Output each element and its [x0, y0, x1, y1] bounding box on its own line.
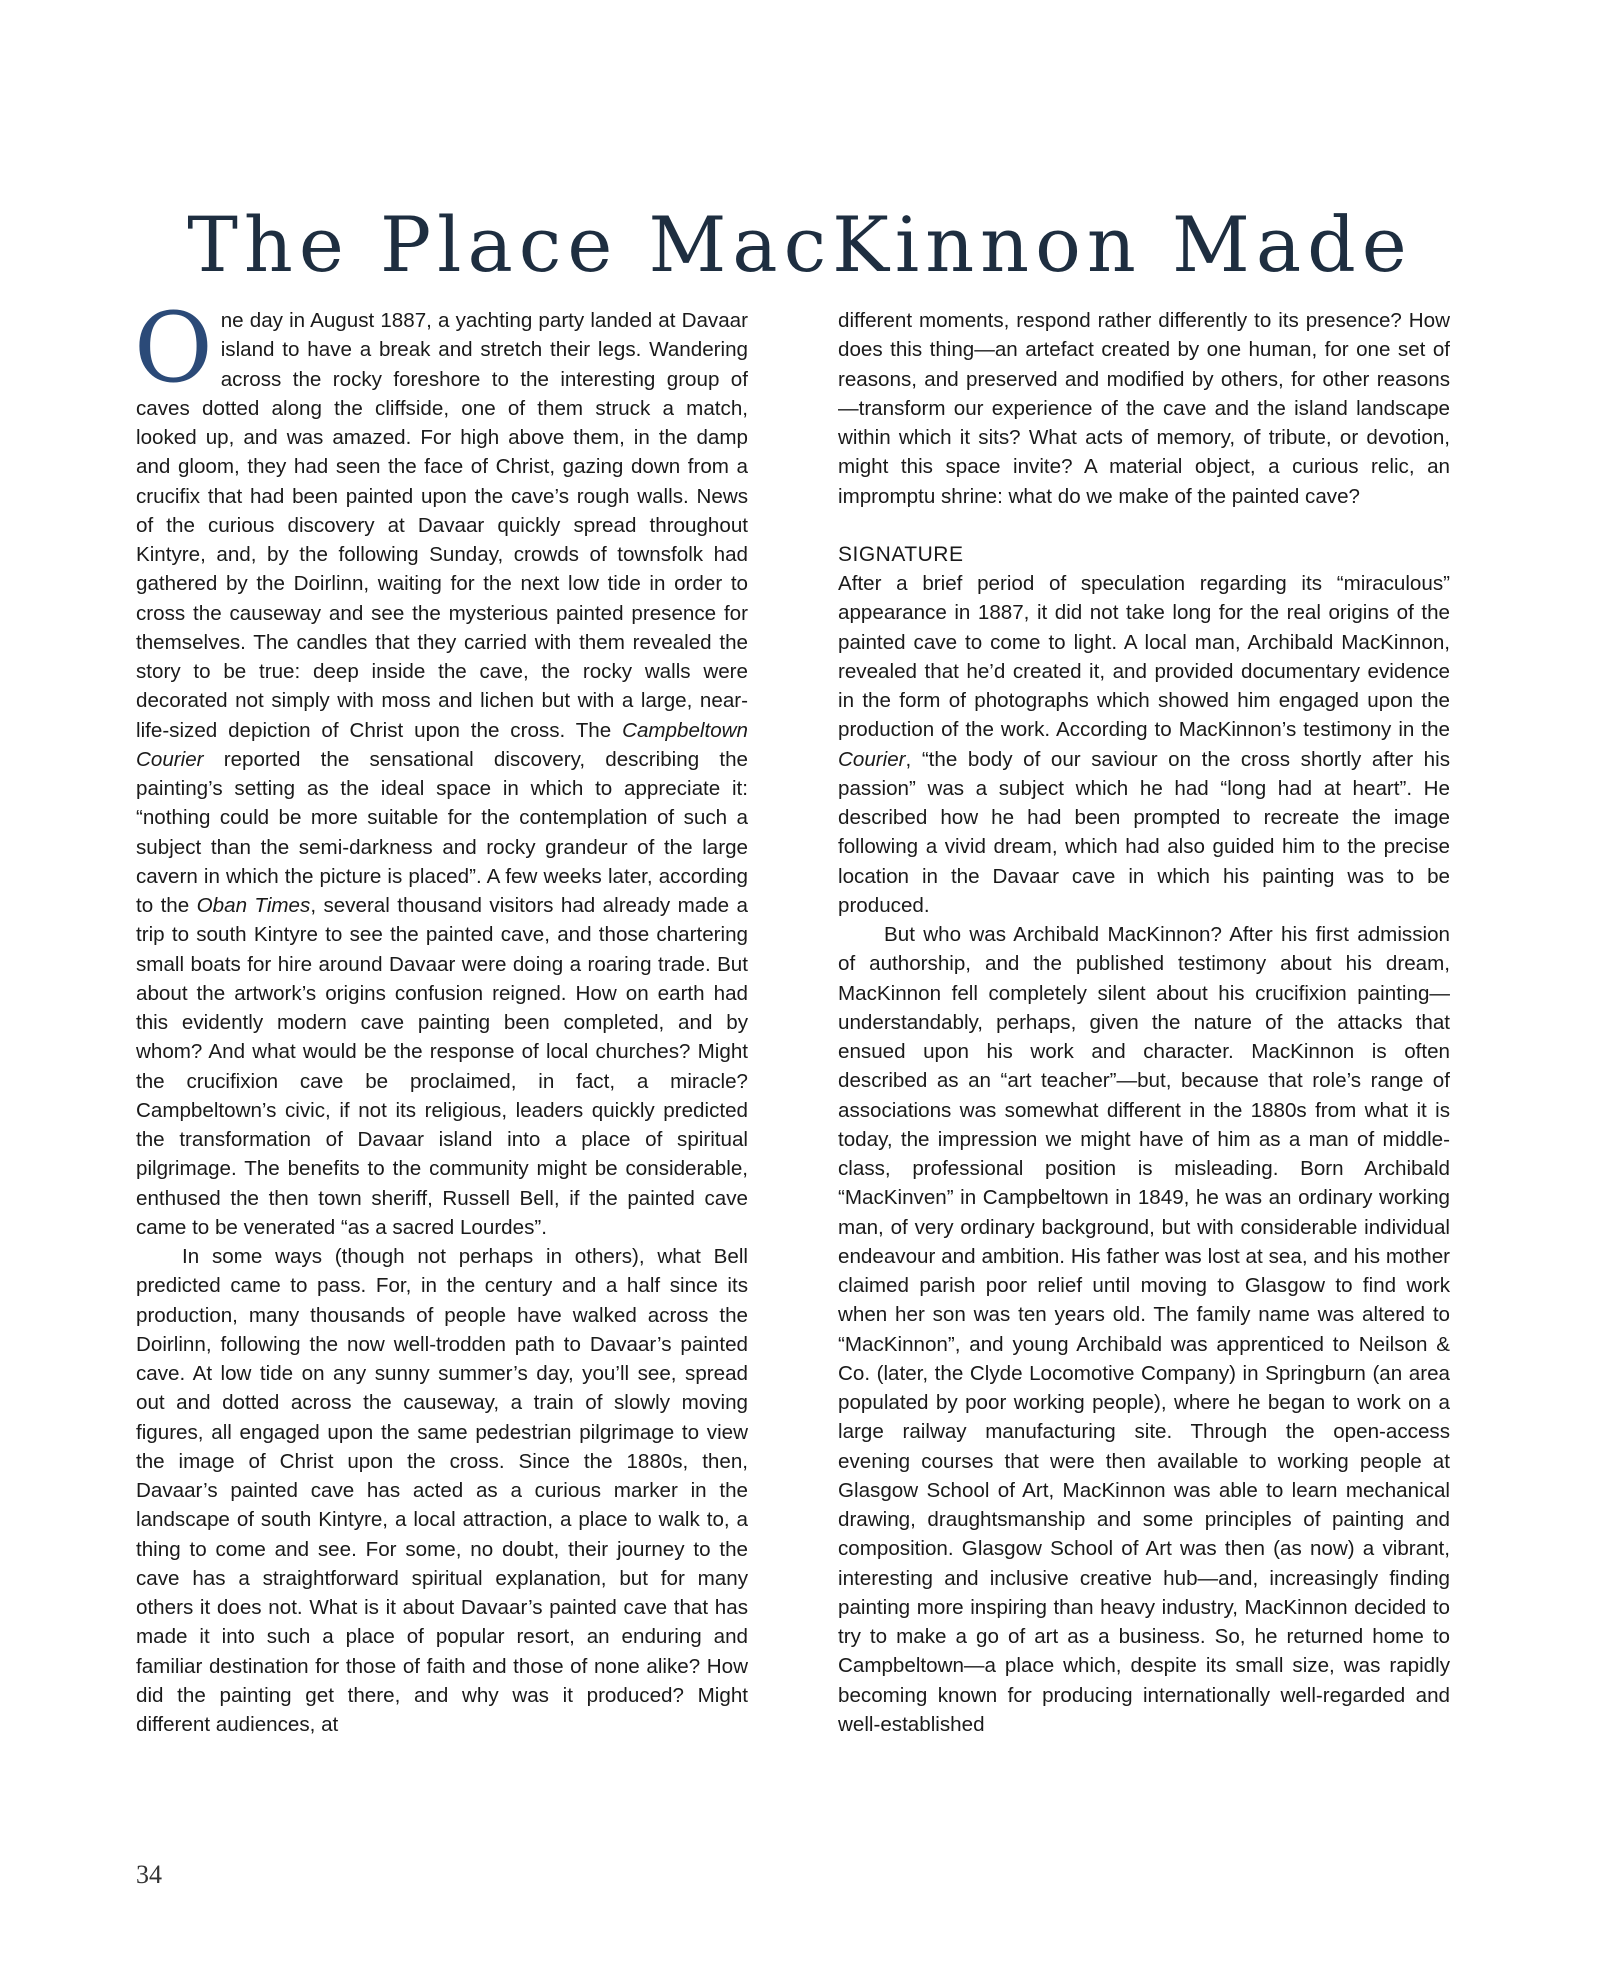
paragraph-text: , “the body of our saviour on the cross shortly after his passion” was a subject which he had “long had at heart”. He described how he had been prompted to recreate the image following a vivid dream, which had also guided him to the precise location in the Davaar cave in which his painting was to be produced.: [838, 747, 1450, 917]
publication-title: Campbeltown Courier: [136, 718, 748, 771]
publication-title: Courier: [838, 747, 906, 771]
left-column: [134, 292, 748, 1739]
section-heading: SIGNATURE: [838, 542, 964, 566]
paragraph-text: ne day in August 1887, a yachting party landed at Davaar island to have a break and stretch their legs. Wandering across the rocky foreshore to the interesting group of caves dotted along the cliffside, one of them struck a match, looked up, and was amazed. For high above them, in the damp and gloom, they had seen the face of Christ, gazing down from a crucifix that had been painted upon the cave’s rough walls. News of the curious discovery at Davaar quickly spread throughout Kintyre, and, by the following Sunday, crowds of townsfolk had gathered by the Doirlinn, waiting for the next low tide in order to cross the causeway and see the mysterious painted presence for themselves. The candles that they carried with them revealed the story to be true: deep inside the cave, the rocky walls were decorated not simply with moss and lichen but with a large, near-life-sized depiction of Christ upon the cross. The: [136, 309, 748, 742]
paragraph: But who was Archibald MacKinnon? After his first admission of authorship, and the published testimony about his dream, MacKinnon fell completely silent about his crucifixion painting—understandably, perhaps, given the nature of the attacks that ensued upon his work and character. MacKinnon is often described as an “art teacher”—but, because that role’s range of associations was somewhat different in the 1880s from what it is today, the impression we might have of him as a man of middle-class, professional position is misleading. Born Archibald “MacKinven” in Campbeltown in 1849, he was an ordinary working man, of very ordinary background, but with considerable individual endeavour and ambition. His father was lost at sea, and his mother claimed parish poor relief until moving to Glasgow to find work when her son was ten years old. The family name was altered to “MacKinnon”, and young Archibald was apprenticed to Neilson & Co. (later, the Clyde Locomotive Company) in Springburn (an area populated by poor working people), where he began to work on a large railway manufacturing site. Through the open-access evening courses that were then available to working people at Glasgow School of Art, MacKinnon was able to learn mechanical drawing, draughtsmanship and some principles of painting and composition. Glasgow School of Art was then (as now) a vibrant, interesting and inclusive creative hub—and, increasingly finding painting more inspiring than heavy industry, MacKinnon decided to try to make a go of art as a business. So, he returned home to Campbeltown—a place which, despite its small size, was rapidly becoming known for producing internationally well-regarded and well-established: [838, 923, 1450, 1736]
right-column: [838, 306, 1450, 1739]
paragraph-text: , several thousand visitors had already made a trip to south Kintyre to see the painted cave, and those chartering small boats for hire around Davaar were doing a roaring trade. But about the artwork’s origins confusion reigned. How on earth had this evidently modern cave painting been completed, and by whom? And what would be the response of local churches? Might the crucifixion cave be proclaimed, in fact, a miracle? Campbeltown’s civic, if not its religious, leaders quickly predicted the transformation of Davaar island into a place of spiritual pilgrimage. The benefits to the community might be considerable, enthused the then town sheriff, Russell Bell, if the painted cave came to be venerated “as a sacred Lourdes”.: [136, 894, 748, 1239]
paragraph-opening: [134, 292, 748, 1242]
paragraph: [838, 569, 1450, 920]
page-number: 34: [136, 1860, 162, 1889]
drop-cap: O: [134, 292, 213, 404]
paragraph: In some ways (though not perhaps in others), what Bell predicted came to pass. For, in the century and a half since its production, many thousands of people have walked across the Doirlinn, following the now well-trodden path to Davaar’s painted cave. At low tide on any sunny summer’s day, you’ll see, spread out and dotted across the causeway, a train of slowly moving figures, all engaged upon the same pedestrian pilgrimage to view the image of Christ upon the cross. Since the 1880s, then, Davaar’s painted cave has acted as a curious marker in the landscape of south Kintyre, a local attraction, a place to walk to, a thing to come and see. For some, no doubt, their journey to the cave has a straightforward spiritual explanation, but for many others it does not. What is it about Davaar’s painted cave that has made it into such a place of popular resort, an enduring and familiar destination for those of faith and those of none alike? How did the painting get there, and why was it produced? Might different audiences, at: [136, 1245, 748, 1736]
paragraph-text: reported the sensational discovery, describing the painting’s setting as the ideal space in which to appreciate it: “nothing could be more suitable for the contemplation of such a subject than the semi-darkness and rocky grandeur of the large cavern in which the picture is placed”. A few weeks later, according to the: [136, 747, 748, 917]
paragraph-continued: different moments, respond rather differently to its presence? How does this thing—an artefact created by one human, for one set of reasons, and preserved and modified by others, for other reasons—transform our experience of the cave and the island landscape within which it sits? What acts of memory, of tribute, or devotion, might this space invite? A material object, a curious relic, an impromptu shrine: what do we make of the painted cave?: [838, 309, 1450, 508]
paragraph-text: After a brief period of speculation regarding its “miraculous” appearance in 1887, it did not take long for the real origins of the painted cave to come to light. A local man, Archibald MacKinnon, revealed that he’d created it, and provided documentary evidence in the form of photographs which showed him engaged upon the production of the work. According to MacKinnon’s testimony in the: [838, 572, 1450, 742]
page-title: The Place MacKinnon Made: [187, 200, 1413, 289]
publication-title: Oban Times: [196, 894, 311, 917]
